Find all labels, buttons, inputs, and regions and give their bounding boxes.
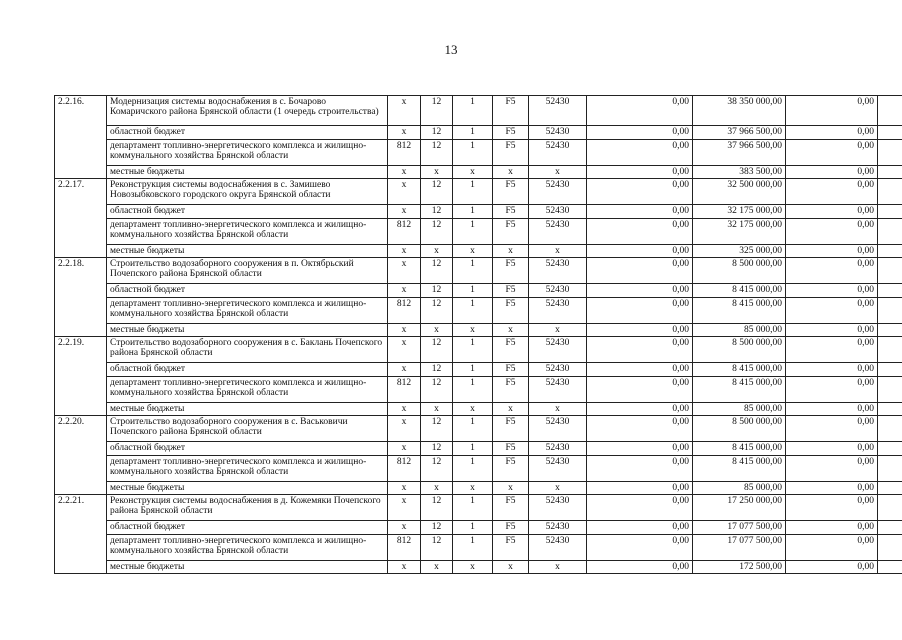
- cell-empty: [878, 284, 902, 298]
- cell-direction: x: [529, 403, 587, 416]
- funding-source: областной бюджет: [107, 126, 388, 140]
- cell-section: 12: [421, 535, 453, 561]
- cell-value-3: 0,00: [786, 219, 878, 245]
- funding-source: департамент топливно-энергетического комплекса и жилищно-коммунального хозяйства Брянской области: [107, 219, 388, 245]
- cell-empty: [878, 166, 902, 179]
- table-row: [55, 561, 902, 574]
- cell-code: x: [388, 337, 421, 363]
- cell-subsection: 1: [453, 126, 493, 140]
- cell-empty: [878, 442, 902, 456]
- cell-section: 12: [421, 258, 453, 284]
- cell-value-3: 0,00: [786, 298, 878, 324]
- cell-program: F5: [493, 337, 529, 363]
- cell-direction: 52430: [529, 284, 587, 298]
- project-name: Строительство водозаборного сооружения в с. Баклань Почепского района Брянской области: [107, 337, 388, 363]
- section-number: 2.2.16.: [55, 96, 107, 179]
- cell-subsection: x: [453, 482, 493, 495]
- cell-subsection: x: [453, 324, 493, 337]
- cell-direction: 52430: [529, 535, 587, 561]
- cell-direction: 52430: [529, 219, 587, 245]
- cell-code: 812: [388, 298, 421, 324]
- cell-value-3: 0,00: [786, 377, 878, 403]
- cell-direction: 52430: [529, 179, 587, 205]
- section-number: 2.2.18.: [55, 258, 107, 337]
- cell-value-1: 0,00: [587, 521, 693, 535]
- cell-code: x: [388, 495, 421, 521]
- cell-section: 12: [421, 205, 453, 219]
- cell-value-2: 32 175 000,00: [693, 205, 786, 219]
- cell-program: F5: [493, 377, 529, 403]
- funding-source: областной бюджет: [107, 284, 388, 298]
- funding-source: департамент топливно-энергетического комплекса и жилищно-коммунального хозяйства Брянской области: [107, 456, 388, 482]
- table-row: [55, 179, 902, 205]
- cell-value-3: 0,00: [786, 96, 878, 126]
- funding-source: департамент топливно-энергетического комплекса и жилищно-коммунального хозяйства Брянской области: [107, 377, 388, 403]
- cell-direction: 52430: [529, 337, 587, 363]
- cell-value-1: 0,00: [587, 284, 693, 298]
- cell-code: x: [388, 363, 421, 377]
- table-row: [55, 245, 902, 258]
- cell-direction: 52430: [529, 258, 587, 284]
- cell-section: 12: [421, 219, 453, 245]
- cell-empty: [878, 205, 902, 219]
- cell-subsection: x: [453, 403, 493, 416]
- cell-empty: [878, 416, 902, 442]
- cell-section: 12: [421, 456, 453, 482]
- cell-program: F5: [493, 495, 529, 521]
- cell-value-1: 0,00: [587, 126, 693, 140]
- table-row: [55, 96, 902, 126]
- cell-value-1: 0,00: [587, 442, 693, 456]
- cell-value-1: 0,00: [587, 258, 693, 284]
- cell-value-3: 0,00: [786, 456, 878, 482]
- cell-direction: 52430: [529, 377, 587, 403]
- cell-empty: [878, 337, 902, 363]
- cell-program: F5: [493, 219, 529, 245]
- funding-source: департамент топливно-энергетического комплекса и жилищно-коммунального хозяйства Брянской области: [107, 298, 388, 324]
- cell-value-1: 0,00: [587, 337, 693, 363]
- cell-empty: [878, 363, 902, 377]
- cell-program: x: [493, 561, 529, 574]
- cell-direction: 52430: [529, 96, 587, 126]
- table-row: [55, 219, 902, 245]
- table-row: [55, 456, 902, 482]
- cell-subsection: 1: [453, 456, 493, 482]
- cell-direction: 52430: [529, 456, 587, 482]
- cell-subsection: 1: [453, 377, 493, 403]
- funding-source: местные бюджеты: [107, 166, 388, 179]
- cell-program: F5: [493, 521, 529, 535]
- table-row: [55, 495, 902, 521]
- cell-value-1: 0,00: [587, 363, 693, 377]
- table-row: [55, 205, 902, 219]
- cell-value-2: 8 500 000,00: [693, 258, 786, 284]
- cell-empty: [878, 126, 902, 140]
- cell-empty: [878, 324, 902, 337]
- table-row: [55, 126, 902, 140]
- cell-program: x: [493, 245, 529, 258]
- cell-empty: [878, 377, 902, 403]
- table-row: [55, 403, 902, 416]
- cell-program: F5: [493, 179, 529, 205]
- funding-source: областной бюджет: [107, 363, 388, 377]
- cell-value-2: 8 415 000,00: [693, 284, 786, 298]
- cell-code: x: [388, 324, 421, 337]
- cell-value-1: 0,00: [587, 219, 693, 245]
- cell-empty: [878, 245, 902, 258]
- cell-direction: 52430: [529, 298, 587, 324]
- cell-empty: [878, 219, 902, 245]
- funding-source: областной бюджет: [107, 205, 388, 219]
- cell-value-2: 38 350 000,00: [693, 96, 786, 126]
- funding-source: областной бюджет: [107, 442, 388, 456]
- cell-value-3: 0,00: [786, 245, 878, 258]
- cell-program: F5: [493, 535, 529, 561]
- cell-value-2: 8 415 000,00: [693, 456, 786, 482]
- cell-code: x: [388, 245, 421, 258]
- funding-source: департамент топливно-энергетического комплекса и жилищно-коммунального хозяйства Брянской области: [107, 140, 388, 166]
- cell-value-2: 383 500,00: [693, 166, 786, 179]
- cell-direction: 52430: [529, 363, 587, 377]
- cell-section: 12: [421, 140, 453, 166]
- cell-value-3: 0,00: [786, 324, 878, 337]
- project-name: Реконструкция системы водоснабжения в с. Замишево Новозыбковского городского округа Брянской области: [107, 179, 388, 205]
- cell-code: x: [388, 442, 421, 456]
- cell-code: x: [388, 126, 421, 140]
- cell-value-3: 0,00: [786, 535, 878, 561]
- cell-subsection: 1: [453, 495, 493, 521]
- cell-direction: x: [529, 482, 587, 495]
- cell-subsection: x: [453, 245, 493, 258]
- cell-code: 812: [388, 456, 421, 482]
- cell-code: x: [388, 205, 421, 219]
- cell-section: 12: [421, 179, 453, 205]
- project-name: Строительство водозаборного сооружения в с. Васьковичи Почепского района Брянской области: [107, 416, 388, 442]
- cell-section: 12: [421, 298, 453, 324]
- cell-subsection: 1: [453, 179, 493, 205]
- cell-value-2: 32 500 000,00: [693, 179, 786, 205]
- cell-value-1: 0,00: [587, 96, 693, 126]
- cell-program: F5: [493, 205, 529, 219]
- cell-section: 12: [421, 363, 453, 377]
- cell-subsection: 1: [453, 298, 493, 324]
- cell-code: x: [388, 166, 421, 179]
- budget-table: [54, 95, 902, 574]
- cell-value-2: 85 000,00: [693, 403, 786, 416]
- table-row: [55, 442, 902, 456]
- cell-program: F5: [493, 96, 529, 126]
- cell-section: x: [421, 166, 453, 179]
- cell-value-1: 0,00: [587, 561, 693, 574]
- cell-value-2: 85 000,00: [693, 482, 786, 495]
- cell-direction: x: [529, 324, 587, 337]
- cell-value-3: 0,00: [786, 403, 878, 416]
- cell-section: x: [421, 245, 453, 258]
- table-row: [55, 482, 902, 495]
- cell-value-1: 0,00: [587, 416, 693, 442]
- cell-direction: x: [529, 561, 587, 574]
- cell-value-1: 0,00: [587, 403, 693, 416]
- cell-section: 12: [421, 521, 453, 535]
- cell-section: x: [421, 561, 453, 574]
- cell-section: 12: [421, 126, 453, 140]
- cell-value-1: 0,00: [587, 166, 693, 179]
- cell-value-1: 0,00: [587, 205, 693, 219]
- cell-empty: [878, 298, 902, 324]
- cell-value-3: 0,00: [786, 140, 878, 166]
- page-number: 13: [444, 42, 458, 57]
- cell-value-3: 0,00: [786, 363, 878, 377]
- cell-section: 12: [421, 96, 453, 126]
- cell-value-1: 0,00: [587, 535, 693, 561]
- cell-empty: [878, 535, 902, 561]
- cell-value-3: 0,00: [786, 416, 878, 442]
- cell-section: 12: [421, 284, 453, 298]
- cell-value-2: 37 966 500,00: [693, 126, 786, 140]
- table-row: [55, 284, 902, 298]
- funding-source: областной бюджет: [107, 521, 388, 535]
- table-row: [55, 140, 902, 166]
- cell-program: F5: [493, 442, 529, 456]
- cell-value-3: 0,00: [786, 258, 878, 284]
- cell-code: x: [388, 179, 421, 205]
- cell-code: x: [388, 561, 421, 574]
- cell-value-3: 0,00: [786, 337, 878, 363]
- cell-value-2: 325 000,00: [693, 245, 786, 258]
- cell-program: F5: [493, 456, 529, 482]
- cell-value-1: 0,00: [587, 495, 693, 521]
- cell-section: 12: [421, 337, 453, 363]
- section-number: 2.2.21.: [55, 495, 107, 574]
- cell-program: F5: [493, 126, 529, 140]
- cell-value-3: 0,00: [786, 482, 878, 495]
- cell-value-1: 0,00: [587, 377, 693, 403]
- cell-subsection: 1: [453, 96, 493, 126]
- cell-code: x: [388, 416, 421, 442]
- cell-value-3: 0,00: [786, 495, 878, 521]
- cell-value-1: 0,00: [587, 179, 693, 205]
- table-row: [55, 337, 902, 363]
- table-row: [55, 363, 902, 377]
- cell-program: x: [493, 482, 529, 495]
- cell-subsection: 1: [453, 416, 493, 442]
- cell-empty: [878, 179, 902, 205]
- table-row: [55, 535, 902, 561]
- cell-value-2: 85 000,00: [693, 324, 786, 337]
- cell-value-1: 0,00: [587, 245, 693, 258]
- cell-direction: x: [529, 245, 587, 258]
- cell-program: F5: [493, 284, 529, 298]
- cell-program: x: [493, 403, 529, 416]
- cell-direction: 52430: [529, 495, 587, 521]
- cell-value-3: 0,00: [786, 561, 878, 574]
- cell-code: 812: [388, 377, 421, 403]
- cell-section: x: [421, 403, 453, 416]
- cell-value-3: 0,00: [786, 179, 878, 205]
- cell-direction: 52430: [529, 205, 587, 219]
- funding-source: департамент топливно-энергетического комплекса и жилищно-коммунального хозяйства Брянской области: [107, 535, 388, 561]
- cell-subsection: 1: [453, 337, 493, 363]
- cell-program: x: [493, 324, 529, 337]
- cell-direction: x: [529, 166, 587, 179]
- cell-direction: 52430: [529, 521, 587, 535]
- project-name: Реконструкция системы водоснабжения в д. Кожемяки Почепского района Брянской области: [107, 495, 388, 521]
- cell-value-2: 32 175 000,00: [693, 219, 786, 245]
- cell-empty: [878, 495, 902, 521]
- cell-section: x: [421, 482, 453, 495]
- cell-program: F5: [493, 363, 529, 377]
- cell-value-3: 0,00: [786, 205, 878, 219]
- project-name: Модернизация системы водоснабжения в с. Бочарово Комаричского района Брянской области (1 очередь строительства): [107, 96, 388, 126]
- cell-subsection: 1: [453, 205, 493, 219]
- cell-value-1: 0,00: [587, 324, 693, 337]
- cell-direction: 52430: [529, 140, 587, 166]
- table-row: [55, 298, 902, 324]
- cell-section: x: [421, 324, 453, 337]
- cell-section: 12: [421, 495, 453, 521]
- cell-subsection: x: [453, 166, 493, 179]
- cell-value-1: 0,00: [587, 298, 693, 324]
- cell-value-3: 0,00: [786, 126, 878, 140]
- cell-value-2: 17 077 500,00: [693, 535, 786, 561]
- cell-value-2: 17 250 000,00: [693, 495, 786, 521]
- cell-program: F5: [493, 298, 529, 324]
- funding-source: местные бюджеты: [107, 482, 388, 495]
- cell-subsection: 1: [453, 442, 493, 456]
- cell-program: F5: [493, 258, 529, 284]
- cell-subsection: 1: [453, 219, 493, 245]
- cell-direction: 52430: [529, 416, 587, 442]
- cell-code: x: [388, 482, 421, 495]
- section-number: 2.2.19.: [55, 337, 107, 416]
- table-row: [55, 521, 902, 535]
- cell-program: F5: [493, 416, 529, 442]
- cell-code: x: [388, 258, 421, 284]
- table-row: [55, 324, 902, 337]
- cell-empty: [878, 561, 902, 574]
- funding-source: местные бюджеты: [107, 324, 388, 337]
- cell-empty: [878, 96, 902, 126]
- cell-value-2: 17 077 500,00: [693, 521, 786, 535]
- cell-subsection: 1: [453, 258, 493, 284]
- table-row: [55, 258, 902, 284]
- cell-direction: 52430: [529, 442, 587, 456]
- cell-program: x: [493, 166, 529, 179]
- cell-empty: [878, 258, 902, 284]
- cell-value-2: 8 415 000,00: [693, 377, 786, 403]
- cell-section: 12: [421, 377, 453, 403]
- cell-empty: [878, 521, 902, 535]
- cell-empty: [878, 140, 902, 166]
- cell-section: 12: [421, 416, 453, 442]
- cell-subsection: 1: [453, 535, 493, 561]
- cell-empty: [878, 482, 902, 495]
- cell-value-2: 8 415 000,00: [693, 363, 786, 377]
- cell-value-2: 8 415 000,00: [693, 442, 786, 456]
- cell-code: x: [388, 96, 421, 126]
- cell-subsection: x: [453, 561, 493, 574]
- cell-value-3: 0,00: [786, 521, 878, 535]
- cell-code: x: [388, 403, 421, 416]
- cell-program: F5: [493, 140, 529, 166]
- cell-empty: [878, 456, 902, 482]
- cell-value-2: 8 500 000,00: [693, 416, 786, 442]
- cell-code: 812: [388, 219, 421, 245]
- funding-source: местные бюджеты: [107, 403, 388, 416]
- funding-source: местные бюджеты: [107, 561, 388, 574]
- cell-subsection: 1: [453, 363, 493, 377]
- cell-value-3: 0,00: [786, 442, 878, 456]
- section-number: 2.2.20.: [55, 416, 107, 495]
- cell-value-2: 172 500,00: [693, 561, 786, 574]
- cell-value-2: 8 415 000,00: [693, 298, 786, 324]
- cell-value-2: 37 966 500,00: [693, 140, 786, 166]
- cell-subsection: 1: [453, 284, 493, 298]
- cell-code: x: [388, 284, 421, 298]
- cell-code: 812: [388, 140, 421, 166]
- cell-subsection: 1: [453, 521, 493, 535]
- cell-code: x: [388, 521, 421, 535]
- cell-value-1: 0,00: [587, 482, 693, 495]
- cell-subsection: 1: [453, 140, 493, 166]
- cell-value-1: 0,00: [587, 456, 693, 482]
- table-body: [55, 96, 902, 574]
- section-number: 2.2.17.: [55, 179, 107, 258]
- cell-value-1: 0,00: [587, 140, 693, 166]
- table-row: [55, 377, 902, 403]
- cell-direction: 52430: [529, 126, 587, 140]
- table-row: [55, 416, 902, 442]
- cell-empty: [878, 403, 902, 416]
- cell-value-3: 0,00: [786, 284, 878, 298]
- project-name: Строительство водозаборного сооружения в п. Октябрьский Почепского района Брянской области: [107, 258, 388, 284]
- cell-code: 812: [388, 535, 421, 561]
- cell-section: 12: [421, 442, 453, 456]
- table-row: [55, 166, 902, 179]
- cell-value-3: 0,00: [786, 166, 878, 179]
- funding-source: местные бюджеты: [107, 245, 388, 258]
- cell-value-2: 8 500 000,00: [693, 337, 786, 363]
